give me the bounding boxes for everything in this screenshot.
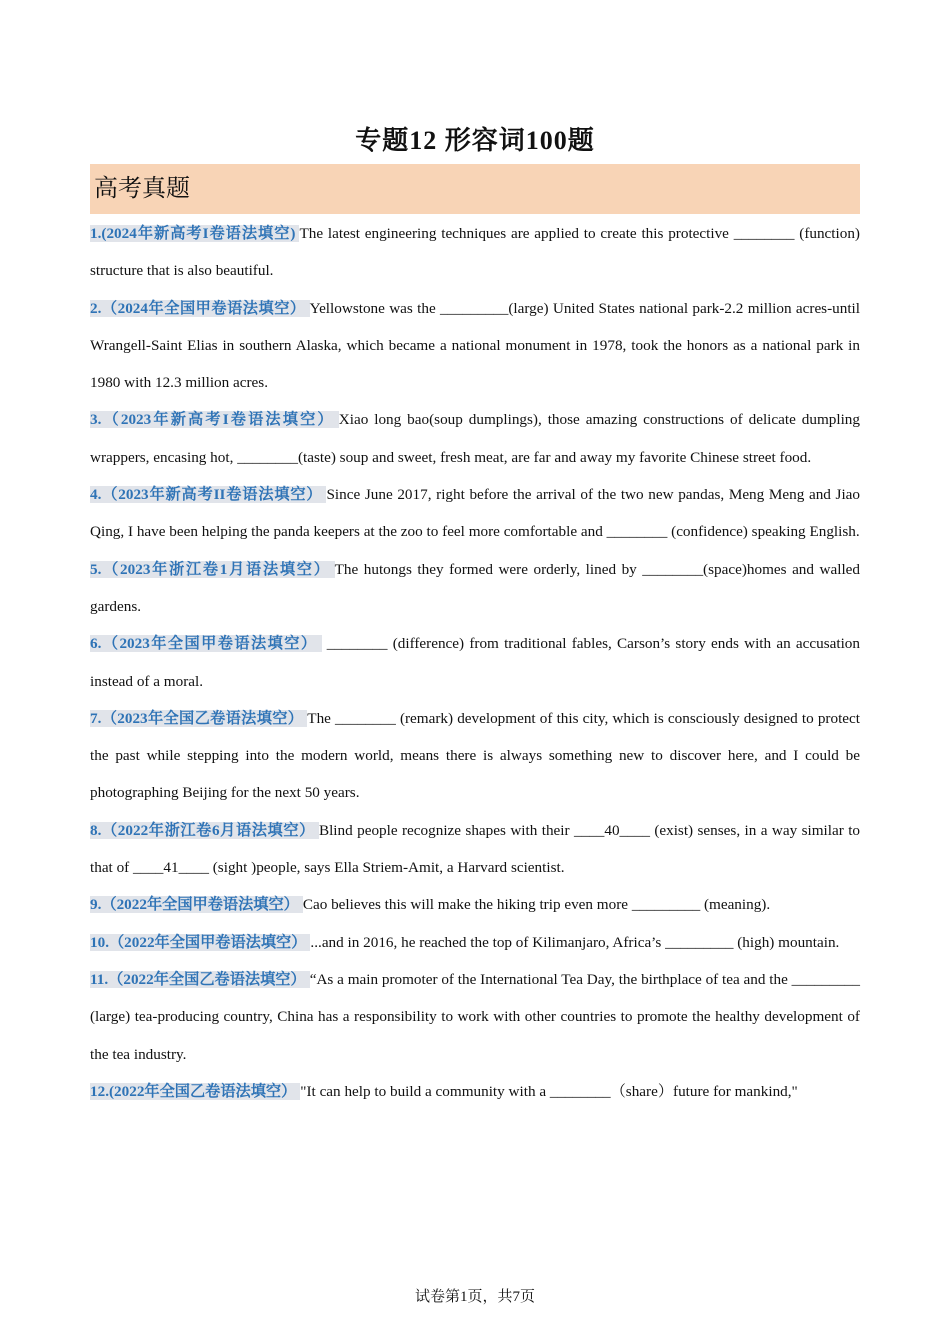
question-text: ________ (difference) from traditional fables, Carson’s story ends with an accusation instead of a moral. <box>90 635 860 690</box>
question-item <box>90 886 860 923</box>
question-text: Xiao long bao(soup dumplings), those amazing constructions of delicate dumpling wrappers, encasing hot, ________(taste) soup and sweet, fresh meat, are far and away my favorite Chinese street food. <box>90 411 860 466</box>
question-item <box>90 215 860 290</box>
question-source-label: 5.（2023年浙江卷1月语法填空） <box>90 561 335 578</box>
question-source-label: 11.（2022年全国乙卷语法填空） <box>90 971 310 988</box>
page-title: 专题12 形容词100题 <box>355 126 595 155</box>
question-source-label: 2.（2024年全国甲卷语法填空） <box>90 300 310 317</box>
question-source-label: 4.（2023年新高考II卷语法填空） <box>90 486 326 503</box>
page-footer: 试卷第1页，共7页 <box>414 1289 535 1305</box>
question-list <box>90 215 860 1110</box>
question-item <box>90 401 860 476</box>
question-source-label: 8.（2022年浙江卷6月语法填空） <box>90 822 319 839</box>
question-text: ...and in 2016, he reached the top of Kilimanjaro, Africa’s _________ (high) mountain. <box>310 933 840 951</box>
question-text: “As a main promoter of the International Tea Day, the birthplace of tea and the _________ (large) tea-producing country, China has a responsibility to work with other countries to promote the healthy development of the tea industry. <box>90 970 860 1063</box>
question-source-label: 3.（2023年新高考I卷语法填空） <box>90 411 339 428</box>
question-item <box>90 476 860 551</box>
section-header: 高考真题 <box>90 164 860 214</box>
question-source-label: 6.（2023年全国甲卷语法填空） <box>90 635 322 652</box>
question-source-label: 10.（2022年全国甲卷语法填空） <box>90 934 310 951</box>
question-text: The latest engineering techniques are applied to create this protective ________ (function) structure that is also beautiful. <box>90 225 860 280</box>
question-item <box>90 812 860 887</box>
question-source-label: 7.（2023年全国乙卷语法填空） <box>90 710 307 727</box>
question-item <box>90 1073 860 1110</box>
question-item <box>90 961 860 1073</box>
question-text: Since June 2017, right before the arrival of the two new pandas, Meng Meng and Jiao Qing, I have been helping the panda keepers at the zoo to feel more comfortable and ________ (confidence) speaking English. <box>90 486 860 541</box>
question-item <box>90 924 860 961</box>
question-source-label: 1.(2024年新高考I卷语法填空) <box>90 225 299 242</box>
question-text: Yellowstone was the _________(large) United States national park-2.2 million acres-until Wrangell-Saint Elias in southern Alaska, which became a national monument in 1978, took the honors as a national park in 1980 with 12.3 million acres. <box>90 299 860 392</box>
question-item <box>90 551 860 626</box>
question-item <box>90 625 860 700</box>
question-source-label: 9.（2022年全国甲卷语法填空） <box>90 896 303 913</box>
question-item <box>90 290 860 402</box>
question-source-label: 12.(2022年全国乙卷语法填空） <box>90 1083 300 1100</box>
question-text: Cao believes this will make the hiking trip even more _________ (meaning). <box>302 896 771 914</box>
question-text: The ________ (remark) development of this city, which is consciously designed to protect the past while stepping into the modern world, means there is always something new to discover here, and I could be photographing Beijing for the next 50 years. <box>90 709 861 802</box>
question-item <box>90 700 860 812</box>
question-text: "It can help to build a community with a ________（share）future for mankind," <box>300 1082 798 1100</box>
question-text: Blind people recognize shapes with their ____40____ (exist) senses, in a way similar to that of ____41____ (sight )people, says Ella Striem-Amit, a Harvard scientist. <box>90 821 861 877</box>
question-text: The hutongs they formed were orderly, lined by ________(space)homes and walled gardens. <box>90 560 861 615</box>
